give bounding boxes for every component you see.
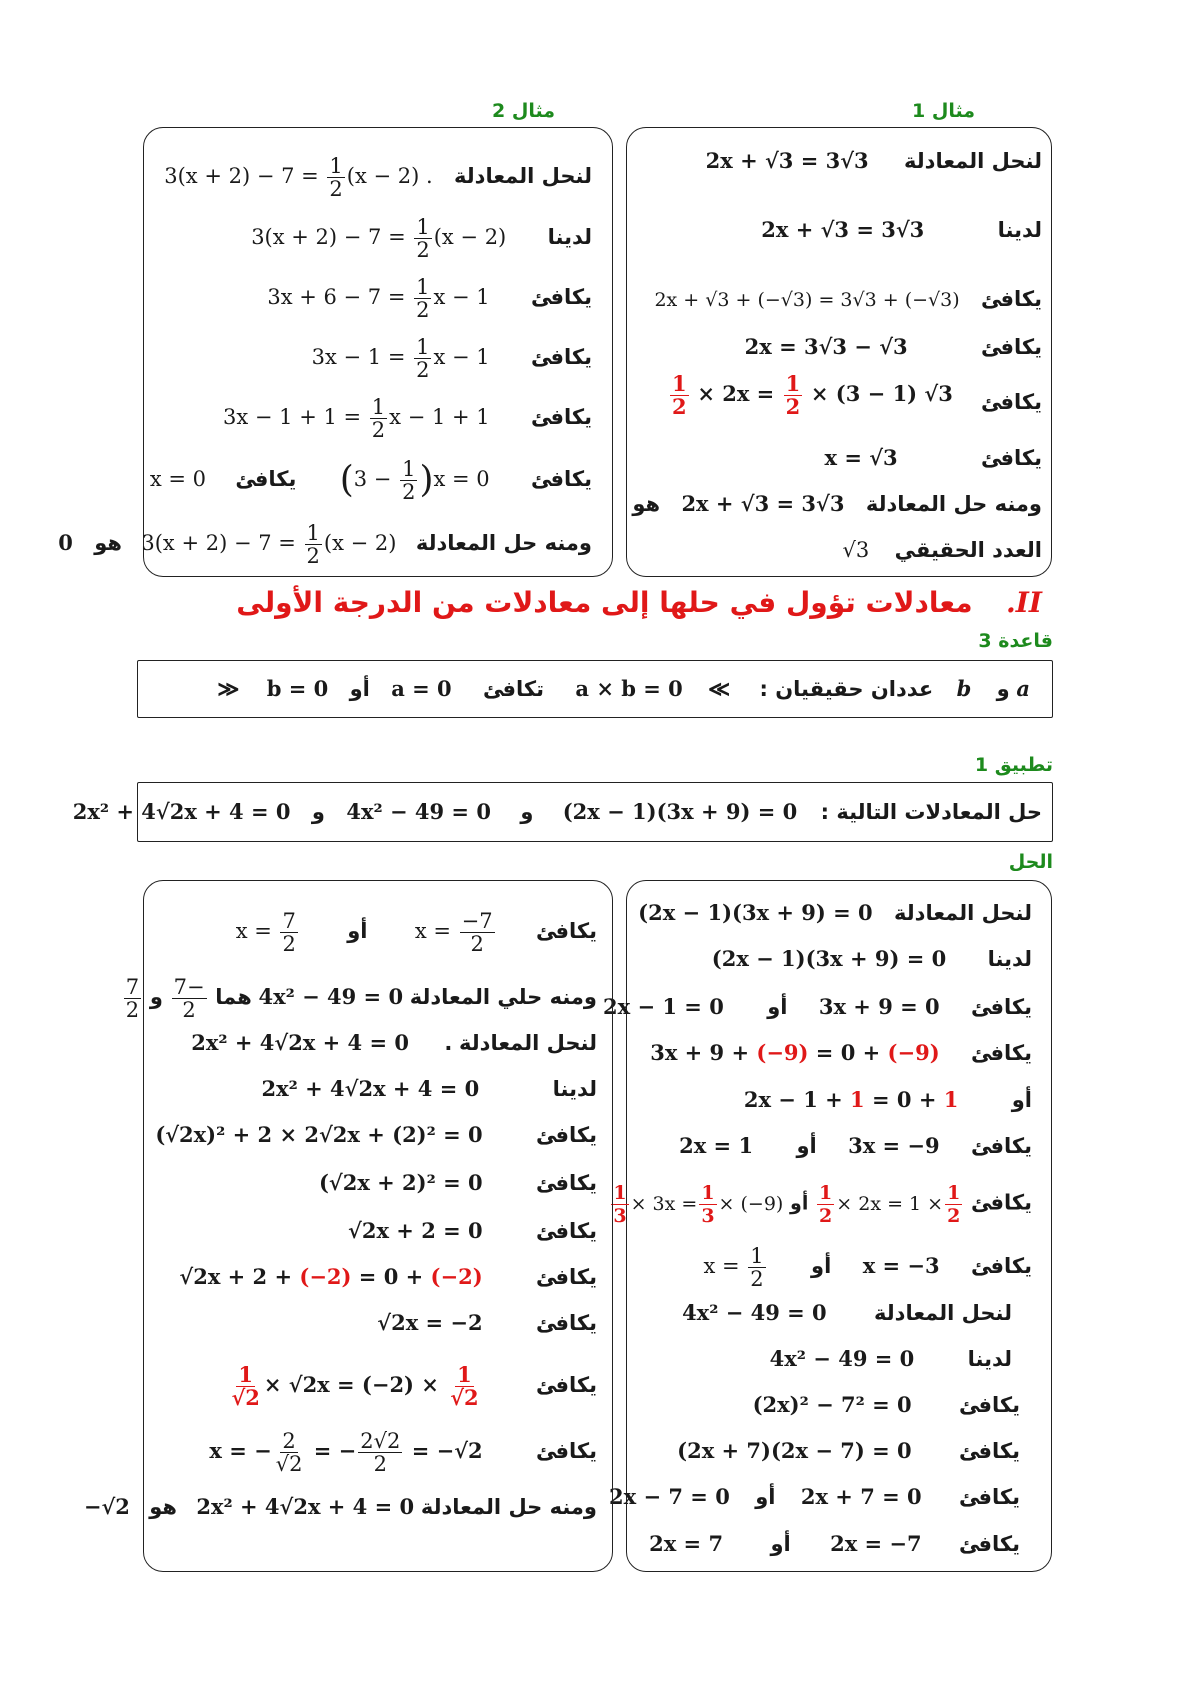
fraction-half: $\frac{1}{2}$ <box>672 371 687 419</box>
ex2-line-6: يكافئ (3 − $\frac{1}{2}$ )x = 0 يكافئ x = 0 <box>149 457 592 504</box>
hence-sol-text: ومنه حل المعادلة <box>865 492 1042 516</box>
ex1-line-2 <box>761 217 1042 243</box>
ex1-step-3a: × 2x = <box>697 381 782 406</box>
ex1-line-7 <box>632 491 1042 517</box>
application-text: حل المعادلات التالية : (2x − 1)(3x + 9) = 0 و 4x² − 49 = 0 و 2x² + 4√2x + 4 = 0 <box>72 799 1042 824</box>
sl-line-4: لدينا 2x² + 4√2x + 4 = 0 <box>261 1076 597 1101</box>
sl-line-2: ومنه حلي المعادلة 4x² − 49 = 0 هما $\frac{-7}{2}$ و $\frac{7}{2}$ <box>125 975 597 1022</box>
equiv-text: يكافئ <box>235 467 297 491</box>
sr-line-5: أو 2x − 1 + 1 = 0 + 1 <box>743 1087 1032 1112</box>
sr-line-12: يكافئ (2x + 7)(2x − 7) = 0 <box>677 1438 1020 1463</box>
ex1-line-5 <box>668 373 953 418</box>
section-number: II. <box>1006 586 1042 619</box>
sl-line-9: يكافئ √2x = −2 <box>377 1310 597 1335</box>
ex1-line-8 <box>842 537 1042 563</box>
sl-line-10: يكافئ $\frac{1}{√2}$ × √2x = (−2) × $\frac{1}{√2}$ <box>231 1362 597 1410</box>
sl-line-3: لنحل المعادلة . 2x² + 4√2x + 4 = 0 <box>191 1030 597 1055</box>
solve-eq-text: لنحل المعادلة <box>454 164 592 188</box>
solution-label: الحل <box>1008 851 1053 873</box>
sr-line-13: يكافئ 2x + 7 = 0 أو 2x − 7 = 0 <box>609 1484 1020 1509</box>
ex1-solution-value: √3 <box>842 538 870 562</box>
sr-line-9: لنحل المعادلة 4x² − 49 = 0 <box>682 1300 1012 1325</box>
equiv-text: يكافئ <box>531 285 592 309</box>
ex1-given: 2x + √3 = 3√3 <box>761 217 925 242</box>
example-2-label: مثال 2 <box>492 100 555 122</box>
solve-eq-text: لنحل المعادلة <box>904 149 1042 173</box>
ex2-line-7: ومنه حل المعادلة 3(x + 2) − 7 = $\frac{1}{2}$ (x − 2) هو 0 <box>58 521 592 568</box>
ex1-result: x = √3 <box>824 445 898 470</box>
sr-line-10: لدينا 4x² − 49 = 0 <box>769 1346 1012 1371</box>
rule-3-label: قاعدة 3 <box>978 630 1053 652</box>
application-1-label: تطبيق 1 <box>974 754 1053 776</box>
ex1-step-add: 2x + √3 + (−√3) = 3√3 + (−√3) <box>654 289 960 311</box>
section-heading <box>236 586 1042 619</box>
ex1-line-1 <box>706 148 1042 174</box>
real-number-text: العدد الحقيقي <box>894 538 1042 562</box>
sr-line-6: يكافئ 3x = −9 أو 2x = 1 <box>679 1133 1032 1158</box>
ex1-line-5-label <box>981 389 1042 415</box>
equiv-text: يكافئ <box>981 287 1042 311</box>
we-have-text: لدينا <box>997 218 1042 242</box>
sl-line-11: يكافئ x = − $\frac{2}{√2}$ = − $\frac{2√2}{2}$ = −√2 <box>209 1429 597 1476</box>
ex2-line-2: لدينا 3(x + 2) − 7 = $\frac{1}{2}$ (x − 2) <box>251 215 592 262</box>
rule-text: a و b عددان حقيقيان : ≫ a × b = 0 تكافئ a = 0 أو b = 0 ≪ <box>217 676 1030 701</box>
equiv-text: يكافئ <box>981 446 1042 470</box>
ex1-step-3b: × (3 − 1) √3 <box>810 381 953 406</box>
hence-sol-text: ومنه حل المعادلة <box>415 531 592 555</box>
equiv-text: يكافئ <box>531 345 592 369</box>
ex1-step-2: 2x = 3√3 − √3 <box>744 334 908 359</box>
ex1-line-3 <box>654 286 1042 313</box>
sl-line-7: يكافئ √2x + 2 = 0 <box>348 1218 597 1243</box>
sr-line-8: يكافئ x = −3 أو x = $\frac{1}{2}$ <box>703 1244 1032 1291</box>
fraction-half: $\frac{1}{2}$ <box>785 371 801 419</box>
equiv-text: يكافئ <box>981 390 1042 414</box>
sr-line-3: يكافئ 3x + 9 = 0 أو 2x − 1 = 0 <box>603 994 1032 1019</box>
equiv-text: يكافئ <box>531 467 592 491</box>
ex2-line-4: يكافئ 3x − 1 = $\frac{1}{2}$ x − 1 <box>311 335 592 382</box>
ex1-line-4 <box>745 334 1042 360</box>
sr-line-4: يكافئ 3x + 9 + (−9) = 0 + (−9) <box>650 1040 1032 1065</box>
equiv-text: يكافئ <box>531 405 592 429</box>
ex2-result: x = 0 <box>149 467 206 491</box>
ex2-solution-value: 0 <box>58 530 73 555</box>
ex1-equation: 2x + √3 = 3√3 <box>705 148 869 173</box>
ex1-eq-final: 2x + √3 = 3√3 <box>681 491 845 516</box>
sr-line-1: لنحل المعادلة (2x − 1)(3x + 9) = 0 <box>638 900 1032 925</box>
ex2-line-5: يكافئ 3x − 1 + 1 = $\frac{1}{2}$ x − 1 + 1 <box>223 395 592 442</box>
is-text: هو <box>94 531 122 555</box>
sl-line-1: يكافئ x = $\frac{-7}{2}$ أو x = $\frac{7}{2}$ <box>235 909 597 956</box>
sl-line-5: يكافئ (√2x)² + 2 × 2√2x + (2)² = 0 <box>155 1122 597 1147</box>
sr-line-14: يكافئ 2x = −7 أو 2x = 7 <box>649 1531 1020 1556</box>
sl-line-6: يكافئ (√2x + 2)² = 0 <box>318 1170 597 1195</box>
we-have-text: لدينا <box>547 225 592 249</box>
section-title: معادلات تؤول في حلها إلى معادلات من الدرجة الأولى <box>236 586 973 619</box>
ex1-line-6 <box>824 445 1042 471</box>
sr-line-2: لدينا (2x − 1)(3x + 9) = 0 <box>711 946 1032 971</box>
example-1-label: مثال 1 <box>912 100 975 122</box>
sr-line-7: يكافئ $\frac{1}{2}$ × 2x = 1 × $\frac{1}{2}$ أو $\frac{1}{3}$ × 3x = $\frac{1}{3}$ × (−9) <box>613 1182 1032 1227</box>
sl-line-8: يكافئ √2x + 2 + (−2) = 0 + (−2) <box>179 1264 597 1289</box>
equiv-text: يكافئ <box>981 335 1042 359</box>
ex2-line-1: لنحل المعادلة 3(x + 2) − 7 = $\frac{1}{2}$ (x − 2) . <box>164 154 592 201</box>
is-text: هو <box>632 492 661 516</box>
sr-line-11: يكافئ (2x)² − 7² = 0 <box>752 1392 1020 1417</box>
ex2-line-3: يكافئ 3x + 6 − 7 = $\frac{1}{2}$ x − 1 <box>267 275 592 322</box>
sl-line-12: ومنه حل المعادلة 2x² + 4√2x + 4 = 0 هو −√2 <box>83 1494 597 1519</box>
